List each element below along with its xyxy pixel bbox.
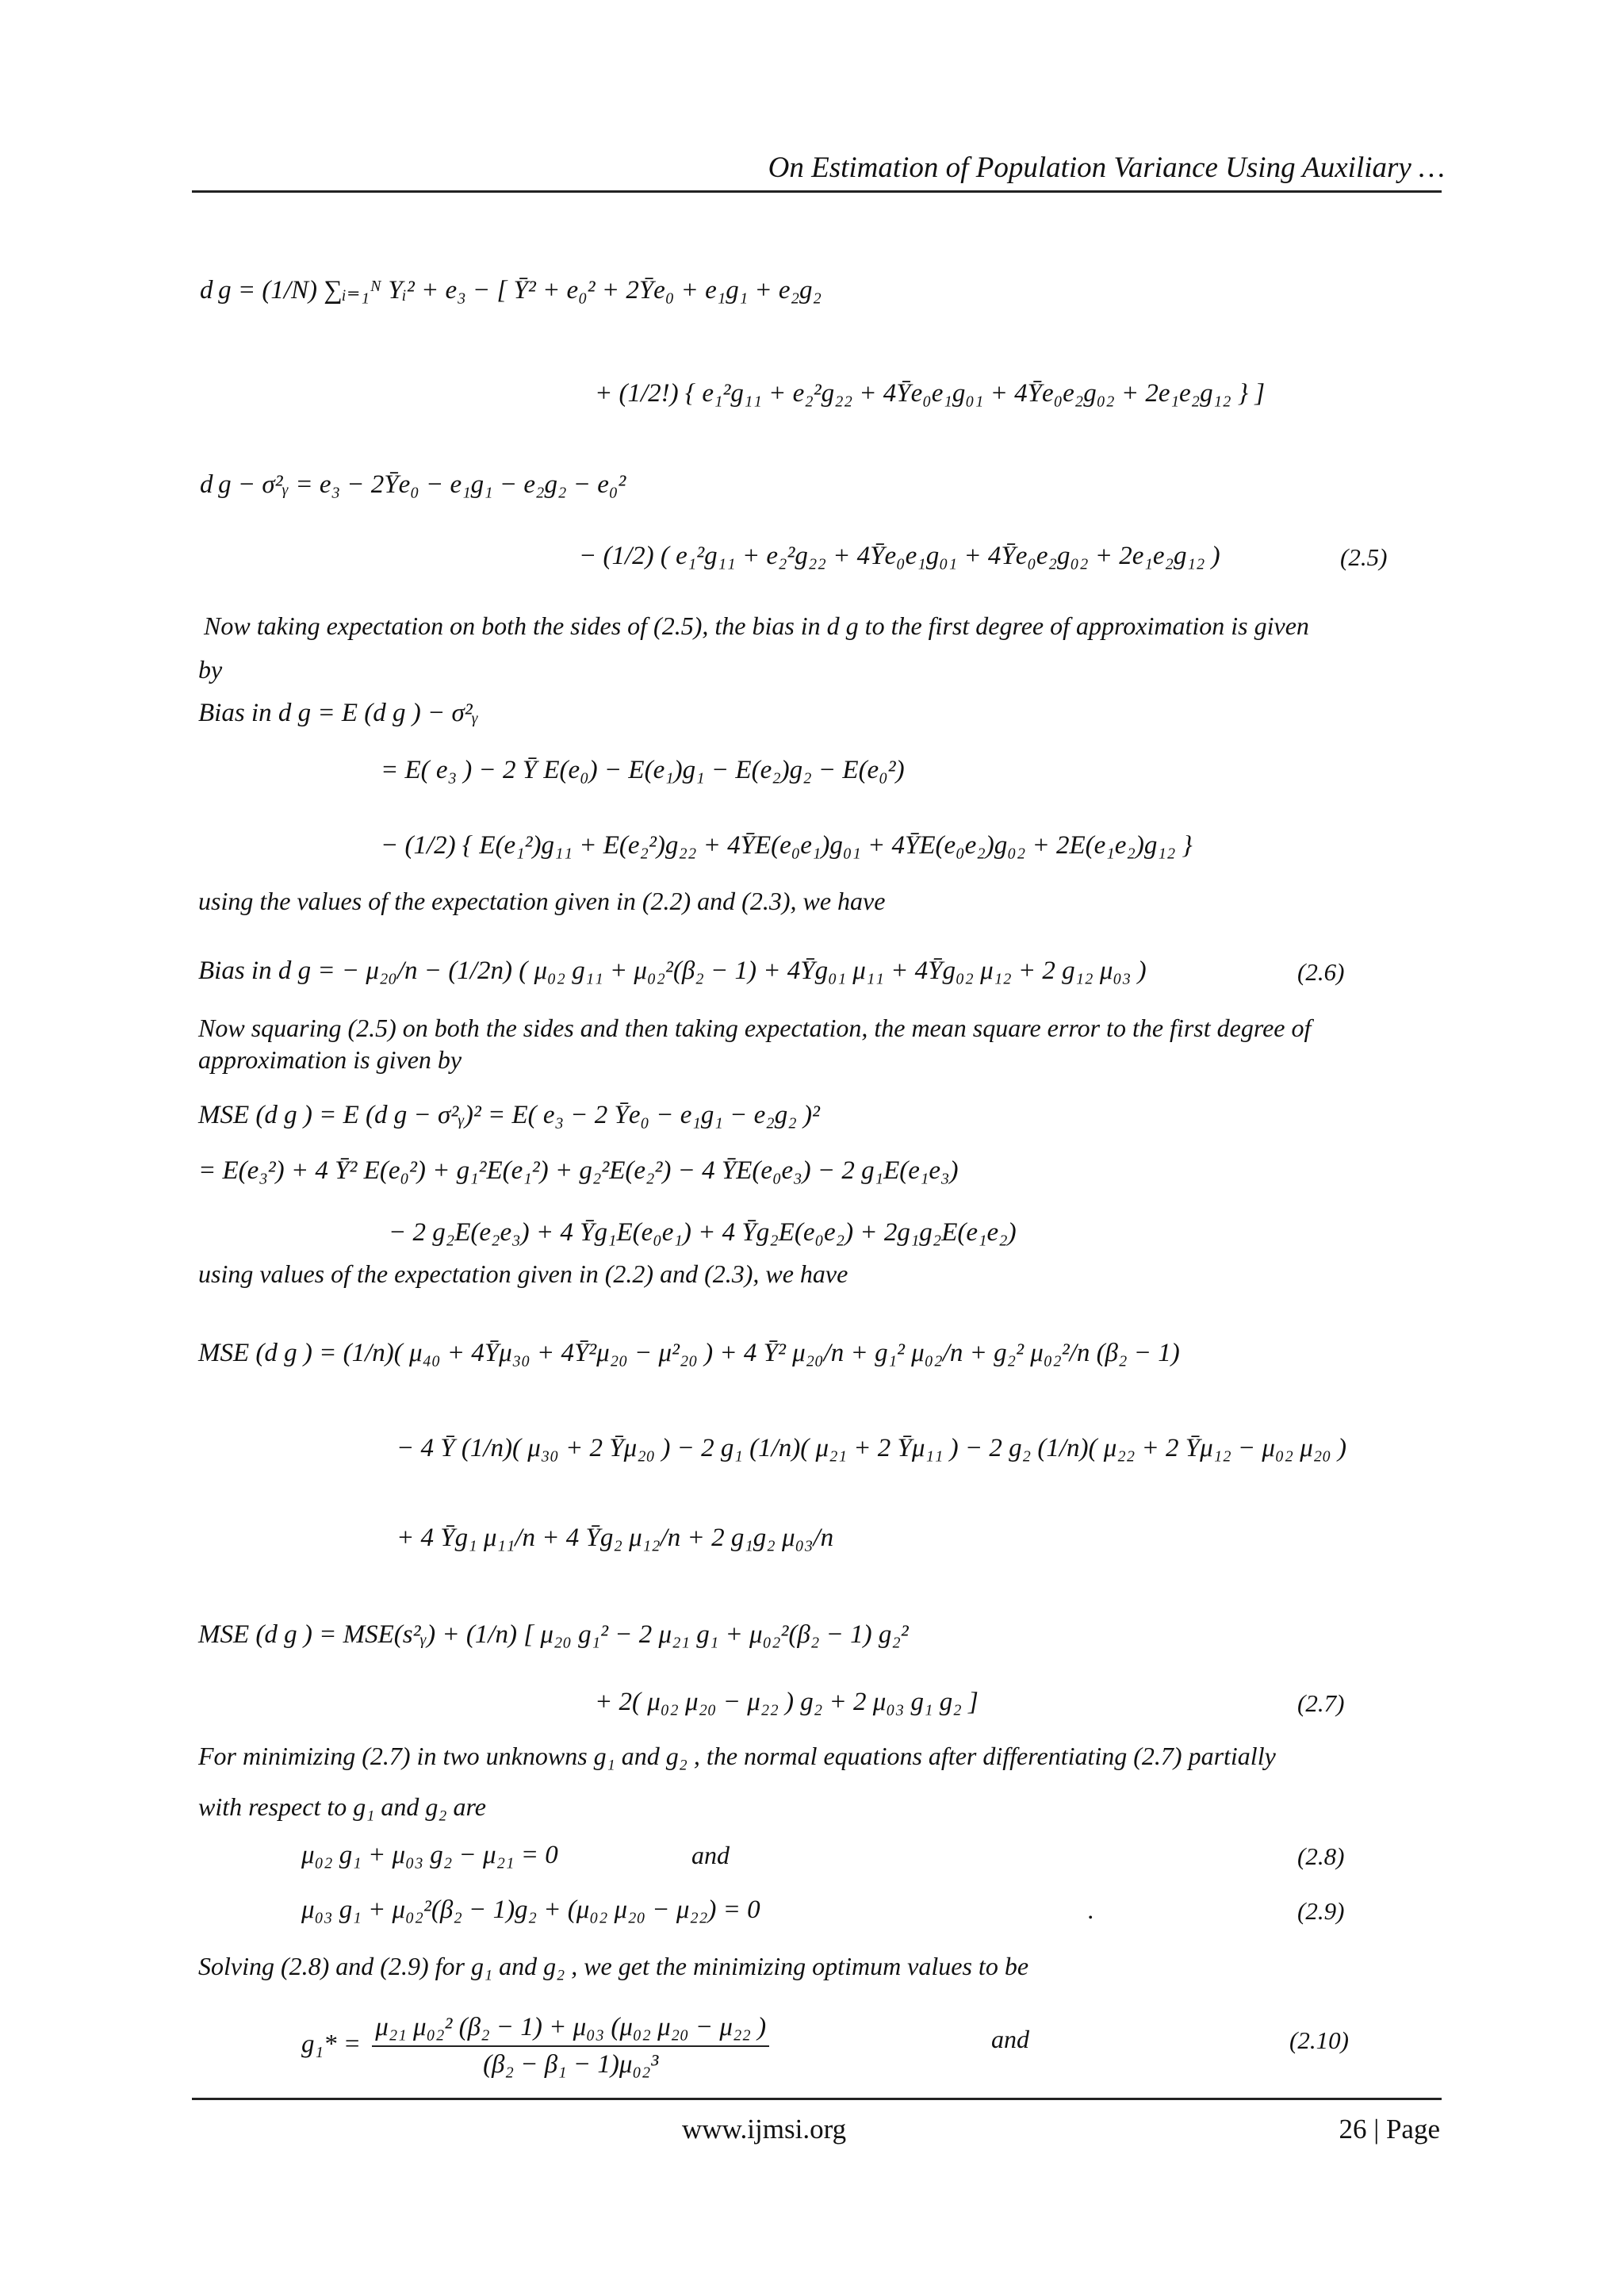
- eq-2-8: μ₀₂ g₁ + μ₀₃ g₂ − μ₂₁ = 0: [301, 1841, 558, 1869]
- eq-mse-2: = E(e₃²) + 4 Ȳ² E(e₀²) + g₁²E(e₁²) + g₂²E(e₂²) − 4 ȲE(e₀e₃) − 2 g₁E(e₁e₃): [198, 1156, 959, 1185]
- eq-mse-5: − 4 Ȳ (1/n)( μ₃₀ + 2 Ȳμ₂₀ ) − 2 g₁ (1/n)( μ₂₁ + 2 Ȳμ₁₁ ) − 2 g₂ (1/n)( μ₂₂ + 2 Ȳμ₁₂ − μ₀₂ μ₂₀ ): [396, 1434, 1346, 1462]
- paragraph-minimizing-cont: with respect to g₁ and g₂ are: [198, 1792, 486, 1821]
- paragraph-using-values-2: using values of the expectation given in (2.2) and (2.3), we have: [198, 1259, 848, 1288]
- eq-label-2-5: (2.5): [1340, 543, 1388, 571]
- eq-mse-4: MSE (d g ) = (1/n)( μ₄₀ + 4Ȳμ₃₀ + 4Ȳ²μ₂₀ − μ²₂₀ ) + 4 Ȳ² μ₂₀/n + g₁² μ₀₂/n + g₂² μ₀₂²/n (β₂ − 1): [198, 1339, 1180, 1367]
- eq-bias-3: − (1/2) { E(e₁²)g₁₁ + E(e₂²)g₂₂ + 4ȲE(e₀e₁)g₀₁ + 4ȲE(e₀e₂)g₀₂ + 2E(e₁e₂)g₁₂ }: [381, 831, 1193, 860]
- footer-rule: [192, 2098, 1442, 2100]
- eq-label-2-7: (2.7): [1297, 1689, 1345, 1717]
- eq-2-9-dot: .: [1088, 1895, 1094, 1924]
- paragraph-mse-intro: Now squaring (2.5) on both the sides and then taking expectation, the mean square error to the first degree of: [198, 1014, 1312, 1042]
- eq-mse-7: MSE (d g ) = MSE(s²ᵧ) + (1/n) [ μ₂₀ g₁² − 2 μ₂₁ g₁ + μ₀₂²(β₂ − 1) g₂²: [198, 1620, 909, 1649]
- paragraph-bias-intro-cont: by: [198, 655, 223, 684]
- eq-label-2-6: (2.6): [1297, 958, 1345, 986]
- running-header: On Estimation of Population Variance Using Auxiliary …: [768, 151, 1445, 184]
- eq-2-9: μ₀₃ g₁ + μ₀₂²(β₂ − 1)g₂ + (μ₀₂ μ₂₀ − μ₂₂) = 0: [301, 1895, 760, 1924]
- eq-dg-expansion-1: d g = (1/N) ∑ᵢ₌₁ᴺ Yᵢ² + e₃ − [ Ȳ² + e₀² + 2Ȳe₀ + e₁g₁ + e₂g₂: [200, 276, 822, 305]
- eq-g1-star-lhs: g₁* =: [301, 2030, 361, 2059]
- eq-g1-star-denominator: (β₂ − β₁ − 1)μ₀₂³: [483, 2050, 659, 2079]
- eq-bias-2: = E( e₃ ) − 2 Ȳ E(e₀) − E(e₁)g₁ − E(e₂)g₂ − E(e₀²): [381, 756, 905, 784]
- eq-dg-minus-sigma-2: − (1/2) ( e₁²g₁₁ + e₂²g₂₂ + 4Ȳe₀e₁g₀₁ + 4Ȳe₀e₂g₀₂ + 2e₁e₂g₁₂ ): [579, 542, 1220, 570]
- eq-mse-6: + 4 Ȳg₁ μ₁₁/n + 4 Ȳg₂ μ₁₂/n + 2 g₁g₂ μ₀₃/n: [396, 1524, 834, 1552]
- paragraph-bias-intro: Now taking expectation on both the sides of (2.5), the bias in d g to the first degree of approximation is given: [204, 611, 1309, 640]
- header-rule: [192, 190, 1442, 193]
- eq-dg-expansion-2: + (1/2!) { e₁²g₁₁ + e₂²g₂₂ + 4Ȳe₀e₁g₀₁ + 4Ȳe₀e₂g₀₂ + 2e₁e₂g₁₂ } ]: [595, 379, 1266, 408]
- eq-2-10-and: and: [991, 2025, 1029, 2053]
- eq-label-2-9: (2.9): [1297, 1897, 1345, 1925]
- eq-bias-1: Bias in d g = E (d g ) − σ²ᵧ: [198, 699, 479, 727]
- eq-2-8-and: and: [691, 1841, 730, 1869]
- eq-mse-8: + 2( μ₀₂ μ₂₀ − μ₂₂ ) g₂ + 2 μ₀₃ g₁ g₂ ]: [595, 1688, 979, 1716]
- footer-website[interactable]: www.ijmsi.org: [682, 2114, 847, 2145]
- paragraph-mse-intro-cont: approximation is given by: [198, 1045, 462, 1074]
- eq-mse-1: MSE (d g ) = E (d g − σ²ᵧ)² = E( e₃ − 2 Ȳe₀ − e₁g₁ − e₂g₂ )²: [198, 1101, 820, 1129]
- paragraph-solving: Solving (2.8) and (2.9) for g₁ and g₂ , we get the minimizing optimum values to be: [198, 1952, 1029, 1980]
- paragraph-using-values-1: using the values of the expectation given in (2.2) and (2.3), we have: [198, 887, 886, 915]
- eq-g1-star: [301, 2014, 774, 2078]
- eq-label-2-10: (2.10): [1289, 2026, 1349, 2054]
- eq-g1-star-fraction: [372, 2014, 769, 2078]
- eq-g1-star-numerator: μ₂₁ μ₀₂² (β₂ − 1) + μ₀₃ (μ₀₂ μ₂₀ − μ₂₂ ): [372, 2014, 769, 2047]
- eq-bias-4: Bias in d g = − μ₂₀/n − (1/2n) ( μ₀₂ g₁₁ + μ₀₂²(β₂ − 1) + 4Ȳg₀₁ μ₁₁ + 4Ȳg₀₂ μ₁₂ + 2 g₁₂ μ₀₃ ): [198, 956, 1147, 985]
- footer-page-number: 26 | Page: [1339, 2114, 1440, 2145]
- eq-dg-minus-sigma-1: d g − σ²ᵧ = e₃ − 2Ȳe₀ − e₁g₁ − e₂g₂ − e₀²: [200, 470, 626, 499]
- eq-label-2-8: (2.8): [1297, 1842, 1345, 1870]
- paragraph-minimizing: For minimizing (2.7) in two unknowns g₁ and g₂ , the normal equations after differentiating (2.7) partially: [198, 1742, 1276, 1770]
- eq-mse-3: − 2 g₂E(e₂e₃) + 4 Ȳg₁E(e₀e₁) + 4 Ȳg₂E(e₀e₂) + 2g₁g₂E(e₁e₂): [389, 1218, 1017, 1247]
